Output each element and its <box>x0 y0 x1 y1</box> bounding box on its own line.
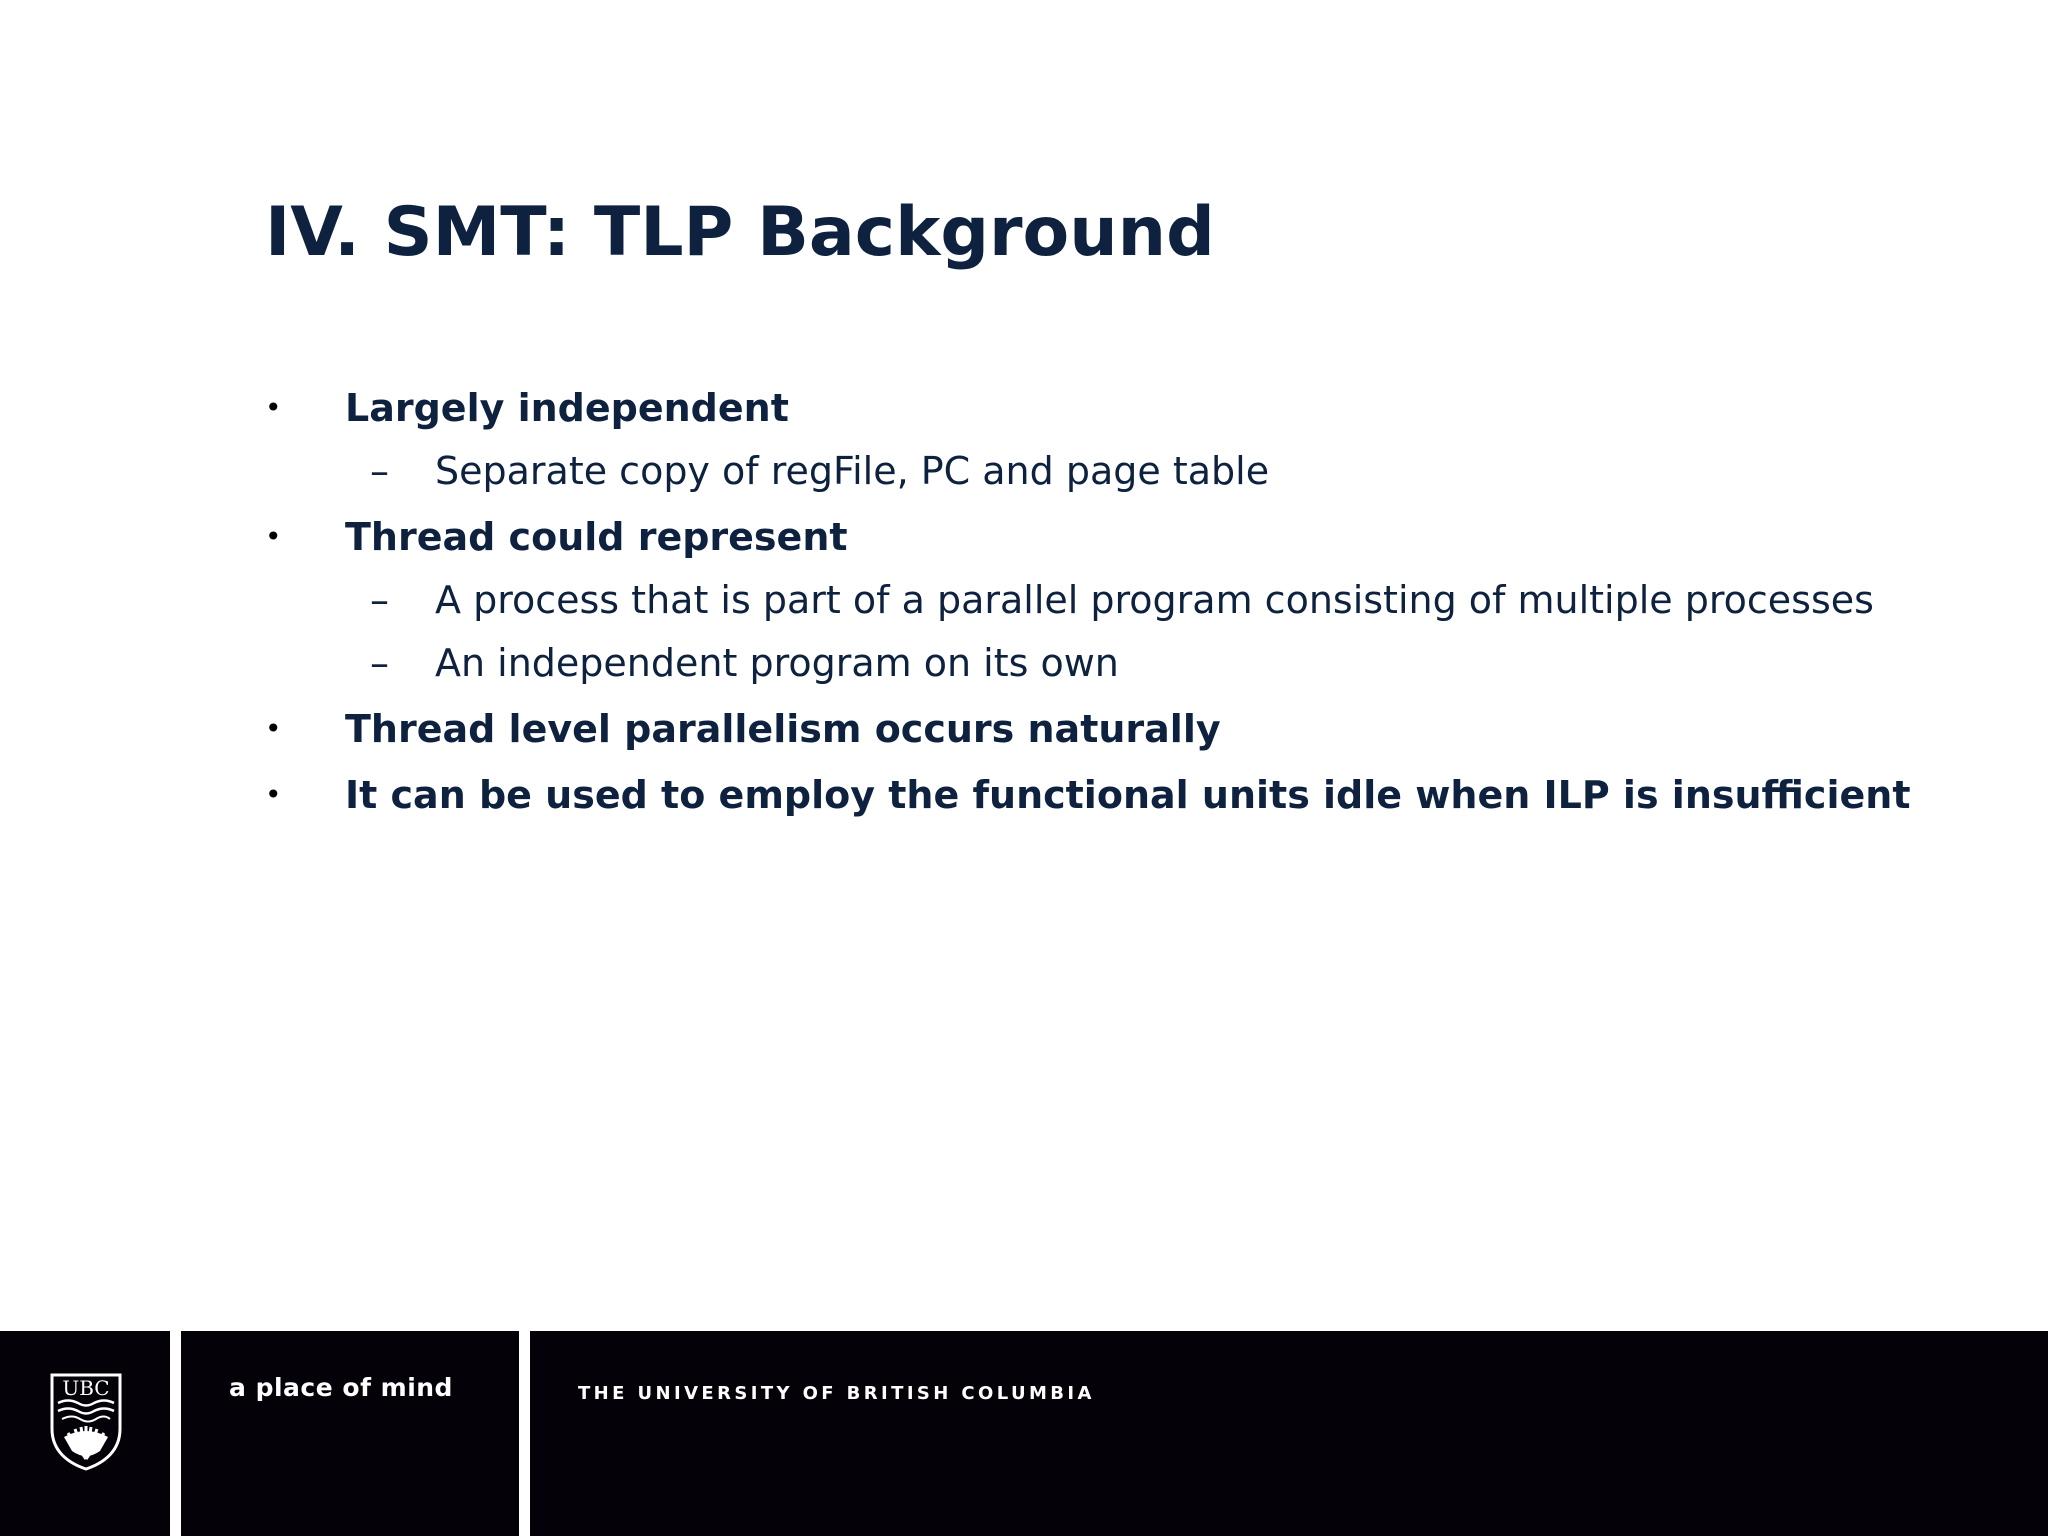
bullet-text: Thread level parallelism occurs naturally <box>345 707 1221 751</box>
sub-bullet-item <box>265 443 2005 499</box>
bullet-icon: • <box>265 520 282 553</box>
bullet-text: Thread could represent <box>345 515 848 559</box>
footer-tagline-block <box>181 1331 519 1536</box>
sub-bullet-text: A process that is part of a parallel program consisting of multiple processes <box>435 578 1874 622</box>
bullet-item <box>265 509 2005 565</box>
bullet-item <box>265 701 2005 757</box>
bullet-item <box>265 767 2005 823</box>
bullet-list <box>265 380 2005 823</box>
dash-icon: – <box>370 449 389 493</box>
dash-icon: – <box>370 641 389 685</box>
sub-bullet-text: Separate copy of regFile, PC and page table <box>435 449 1270 493</box>
sub-bullet-item <box>265 635 2005 691</box>
footer-bar <box>0 1331 2048 1536</box>
bullet-icon: • <box>265 391 282 424</box>
slide-title: IV. SMT: TLP Background <box>265 193 1215 272</box>
sub-bullet-text: An independent program on its own <box>435 641 1119 685</box>
dash-icon: – <box>370 578 389 622</box>
bullet-item <box>265 380 2005 436</box>
ubc-crest-icon <box>48 1371 124 1471</box>
sub-bullet-item <box>265 572 2005 628</box>
logo-text: UBC <box>62 1376 110 1400</box>
tagline: a place of mind <box>229 1373 453 1402</box>
bullet-text: Largely independent <box>345 386 789 430</box>
footer-logo-block <box>0 1331 170 1536</box>
university-name: THE UNIVERSITY OF BRITISH COLUMBIA <box>578 1383 1095 1404</box>
bullet-text: It can be used to employ the functional units idle when ILP is insufficient <box>345 773 1911 817</box>
bullet-icon: • <box>265 778 282 811</box>
bullet-icon: • <box>265 712 282 745</box>
footer-name-block <box>530 1331 2048 1536</box>
